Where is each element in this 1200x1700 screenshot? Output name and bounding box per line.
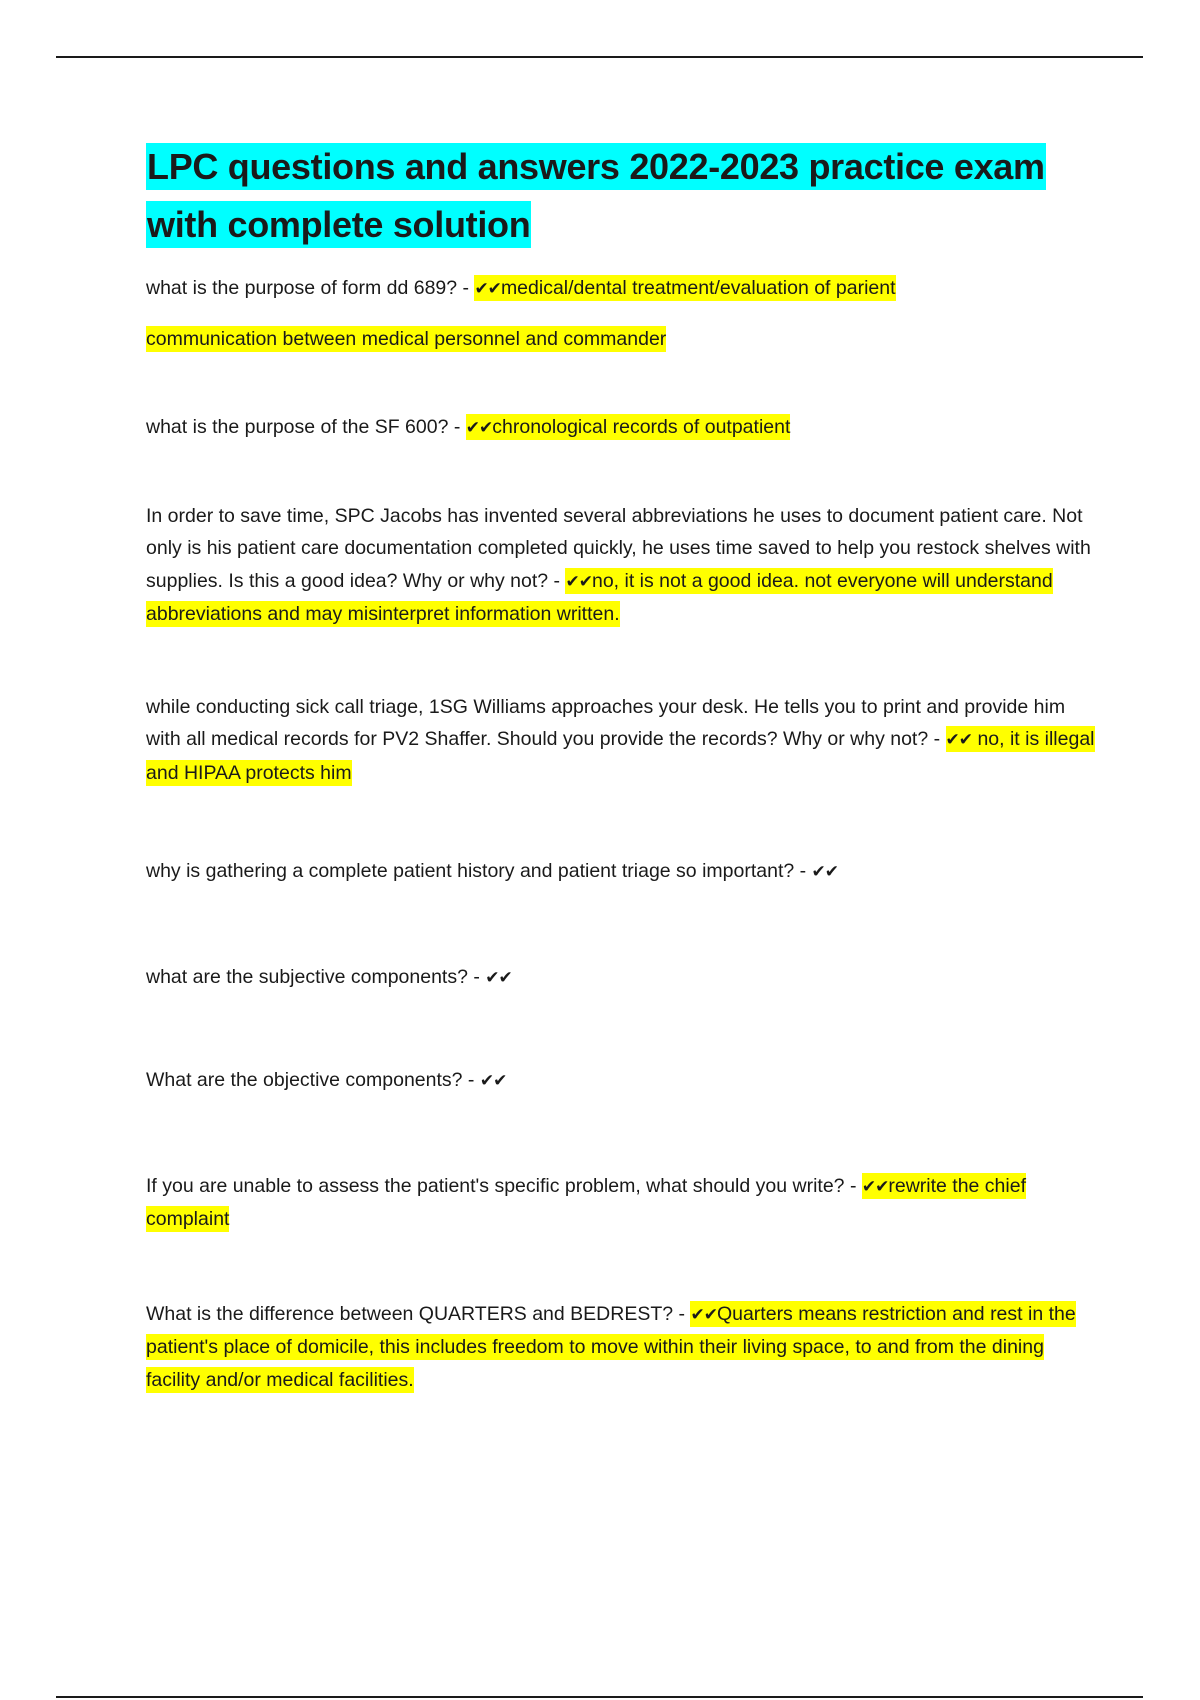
check-icon: ✔✔ (945, 730, 973, 750)
answer-text: no, it is illegal and HIPAA protects him (146, 728, 1095, 784)
answer-text: no, it is not a good idea. not everyone will understand abbreviations and may misinterpret information written. (146, 569, 1053, 625)
question-text: why is gathering a complete patient history and patient triage so important? - (146, 860, 812, 882)
footer-rule (56, 1696, 1143, 1698)
answer-highlight (474, 275, 895, 301)
document-page (146, 138, 1096, 1396)
header-rule (56, 56, 1143, 58)
question-text: What is the difference between QUARTERS and BEDREST? - (146, 1302, 691, 1325)
check-icon: ✔✔ (485, 967, 512, 988)
qa-item-6 (146, 961, 1096, 995)
check-icon: ✔✔ (811, 862, 839, 882)
check-icon: ✔✔ (479, 1071, 507, 1091)
check-icon: ✔✔ (861, 1176, 889, 1197)
check-icon: ✔✔ (465, 418, 493, 438)
qa-item-4 (146, 691, 1096, 790)
qa-item-5 (146, 855, 1096, 889)
answer-text: communication between medical personnel and commander (146, 327, 667, 350)
question-text: while conducting sick call triage, 1SG Williams approaches your desk. He tells you to print and provide him with all medical records for PV2 Shaffer. Should you provide the records? Why or why not? - (146, 695, 1066, 750)
title-highlight: LPC questions and answers 2022-2023 practice exam with complete solution (146, 143, 1046, 248)
question-text: what is the purpose of the SF 600? - (146, 416, 466, 438)
qa-item-1 (146, 272, 1096, 306)
qa-item-7 (146, 1064, 1096, 1098)
qa-item-2 (146, 411, 1096, 445)
qa-item-1-answer-line2 (146, 323, 1096, 356)
qa-item-3 (146, 500, 1096, 631)
question-text: what are the subjective components? - (146, 965, 486, 988)
answer-text: Quarters means restriction and rest in the patient's place of domicile, this includes freedom to move within their living space, to and from the dining facility and/or medical facilities. (146, 1302, 1076, 1391)
document-title (146, 138, 1096, 254)
question-text: What are the objective components? - (146, 1069, 480, 1091)
answer-text: medical/dental treatment/evaluation of parient (500, 277, 896, 299)
answer-text: rewrite the chief complaint (146, 1174, 1027, 1230)
check-icon: ✔✔ (690, 1304, 717, 1325)
question-text: what is the purpose of form dd 689? - (146, 277, 475, 299)
answer-text: chronological records of outpatient (492, 416, 791, 438)
question-text: If you are unable to assess the patient's specific problem, what should you write? - (146, 1174, 862, 1197)
qa-item-8 (146, 1170, 1096, 1236)
check-icon: ✔✔ (565, 571, 592, 592)
answer-highlight (466, 414, 791, 440)
question-text: In order to save time, SPC Jacobs has invented several abbreviations he uses to document patient care. Not only is his patient care documentation completed quickly, he uses time saved to help you restock shelves with supplies. Is this a good idea? Why or why not? - (146, 504, 1091, 592)
check-icon: ✔✔ (474, 279, 501, 299)
qa-item-9 (146, 1298, 1096, 1397)
